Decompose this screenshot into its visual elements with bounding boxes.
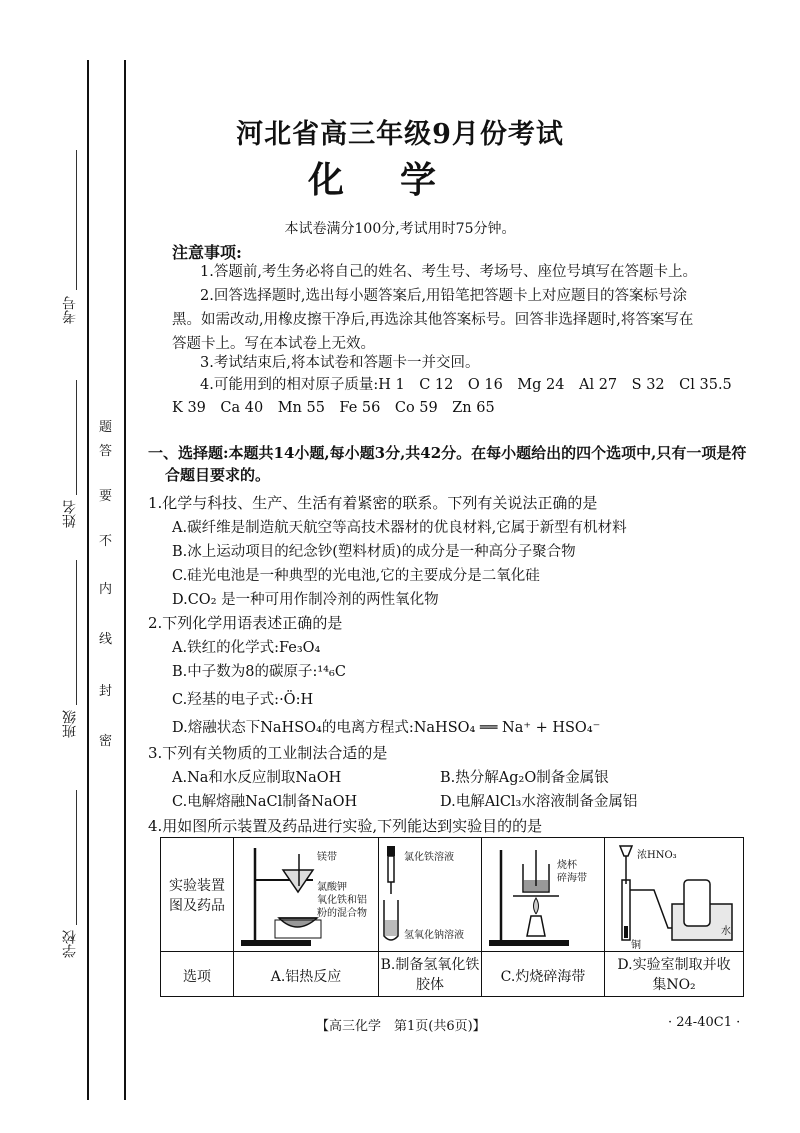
school-line	[76, 790, 77, 925]
exam-meta: 本试卷满分100分,考试用时75分钟。	[284, 221, 516, 237]
question-1-stem: 1.化学与科技、生产、生活有着紧密的联系。下列有关说法正确的是	[148, 494, 598, 512]
question-1-option-c: C.硅光电池是一种典型的光电池,它的主要成分是二氧化硅	[172, 568, 540, 584]
page-footer: 【高三化学 第1页(共6页)】	[316, 1019, 486, 1034]
question-3-option-c: C.电解熔融NaCl制备NaOH	[172, 794, 358, 810]
question-3-option-b: B.热分解Ag₂O制备金属银	[440, 770, 609, 786]
question-2-option-b: B.中子数为8的碳原子:¹⁴₆C	[172, 664, 346, 680]
question-4-stem: 4.用如图所示装置及药品进行实验,下列能达到实验目的的是	[148, 817, 543, 835]
question-2-option-d: D.熔融状态下NaHSO₄的电离方程式:NaHSO₄ ══ Na⁺ + HSO₄⁻	[172, 720, 601, 736]
seal-char: 封	[99, 684, 113, 699]
table-divider	[604, 838, 605, 996]
notice-item-1: 1.答题前,考生务必将自己的姓名、考生号、考场号、座位号填写在答题卡上。	[200, 264, 697, 280]
label-fecl3: 氯化铁溶液	[404, 852, 454, 863]
question-1-option-b: B.冰上运动项目的纪念钞(塑料材质)的成分是一种高分子聚合物	[172, 544, 576, 560]
label-mixture: 粉的混合物	[317, 908, 367, 919]
question-4-option-b: B.制备氢氧化铁 胶体	[380, 957, 480, 993]
table-divider	[481, 838, 482, 996]
label-hno3: 浓HNO₃	[637, 850, 677, 861]
seal-char: 内	[99, 582, 113, 597]
label-fe2o3-al: 氧化铁和铝	[317, 895, 367, 906]
seal-char: 不	[99, 534, 113, 549]
margin-line-inner	[124, 60, 126, 1100]
option-header: 选项	[183, 969, 211, 985]
question-2-stem: 2.下列化学用语表述正确的是	[148, 614, 343, 632]
notice-item-4: 4.可能用到的相对原子质量:H 1 C 12 O 16 Mg 24 Al 27 S 32 Cl 35.5 K 39 Ca 40 Mn 55 Fe 56 Co 59 Zn 65	[172, 377, 732, 416]
notice-item-2: 2.回答选择题时,选出每小题答案后,用铅笔把答题卡上对应题目的答案标号涂 黑。如需改动,用橡皮擦干净后,再选涂其他答案标号。回答非选择题时,将答案写在 答题卡上。写在本试卷上无效。	[172, 288, 694, 352]
label-magnesium: 镁带	[317, 852, 337, 863]
class-label: 班级	[62, 710, 78, 738]
label-kclo3: 氯酸钾	[317, 882, 347, 893]
name-line	[76, 380, 77, 495]
name-label: 姓名	[62, 500, 78, 528]
label-seaweed: 碎海带	[557, 873, 587, 884]
question-3-stem: 3.下列有关物质的工业制法合适的是	[148, 744, 388, 762]
class-line	[76, 560, 77, 705]
exam-no-label: 考号	[62, 296, 78, 324]
ashing-apparatus-diagram	[483, 840, 603, 948]
notice-item-3: 3.考试结束后,将本试卷和答题卡一并交回。	[200, 355, 480, 371]
seal-char: 题	[99, 420, 113, 435]
question-4-table	[160, 837, 744, 997]
seal-char: 要	[99, 489, 113, 504]
table-divider	[233, 838, 234, 996]
school-label: 学校	[62, 930, 78, 958]
question-3-option-d: D.电解AlCl₃水溶液制备金属铝	[440, 794, 638, 810]
question-1-option-d: D.CO₂ 是一种可用作制冷剂的两性氧化物	[172, 592, 439, 608]
subject-title: 化学	[307, 159, 492, 201]
label-copper: 铜	[631, 940, 641, 951]
seal-char: 线	[99, 632, 113, 647]
exam-title: 河北省高三年级9月份考试	[236, 119, 564, 150]
label-water: 水	[721, 926, 731, 937]
paper-code: · 24-40C1 ·	[668, 1015, 741, 1030]
question-3-option-a: A.Na和水反应制取NaOH	[172, 770, 342, 786]
question-4-option-d: D.实验室制取并收 集NO₂	[617, 957, 731, 993]
question-1-option-a: A.碳纤维是制造航天航空等高技术器材的优良材料,它属于新型有机材料	[172, 520, 627, 536]
seal-char: 答	[99, 444, 113, 459]
question-2-option-a: A.铁红的化学式:Fe₃O₄	[172, 640, 321, 656]
label-beaker: 烧杯	[557, 860, 577, 871]
table-row-header: 实验装置 图及药品	[169, 878, 225, 914]
question-4-option-c: C.灼烧碎海带	[500, 969, 586, 985]
margin-line-outer	[87, 60, 89, 1100]
notice-heading: 注意事项:	[172, 243, 242, 262]
question-4-option-a: A.铝热反应	[270, 969, 342, 985]
section-heading: 一、选择题:本题共14小题,每小题3分,共42分。在每小题给出的四个选项中,只有一项是符 合题目要求的。	[148, 444, 747, 484]
question-2-option-c: C.羟基的电子式:·Ö:H	[172, 692, 314, 708]
label-naoh: 氢氧化钠溶液	[404, 930, 464, 941]
seal-char: 密	[99, 734, 113, 749]
